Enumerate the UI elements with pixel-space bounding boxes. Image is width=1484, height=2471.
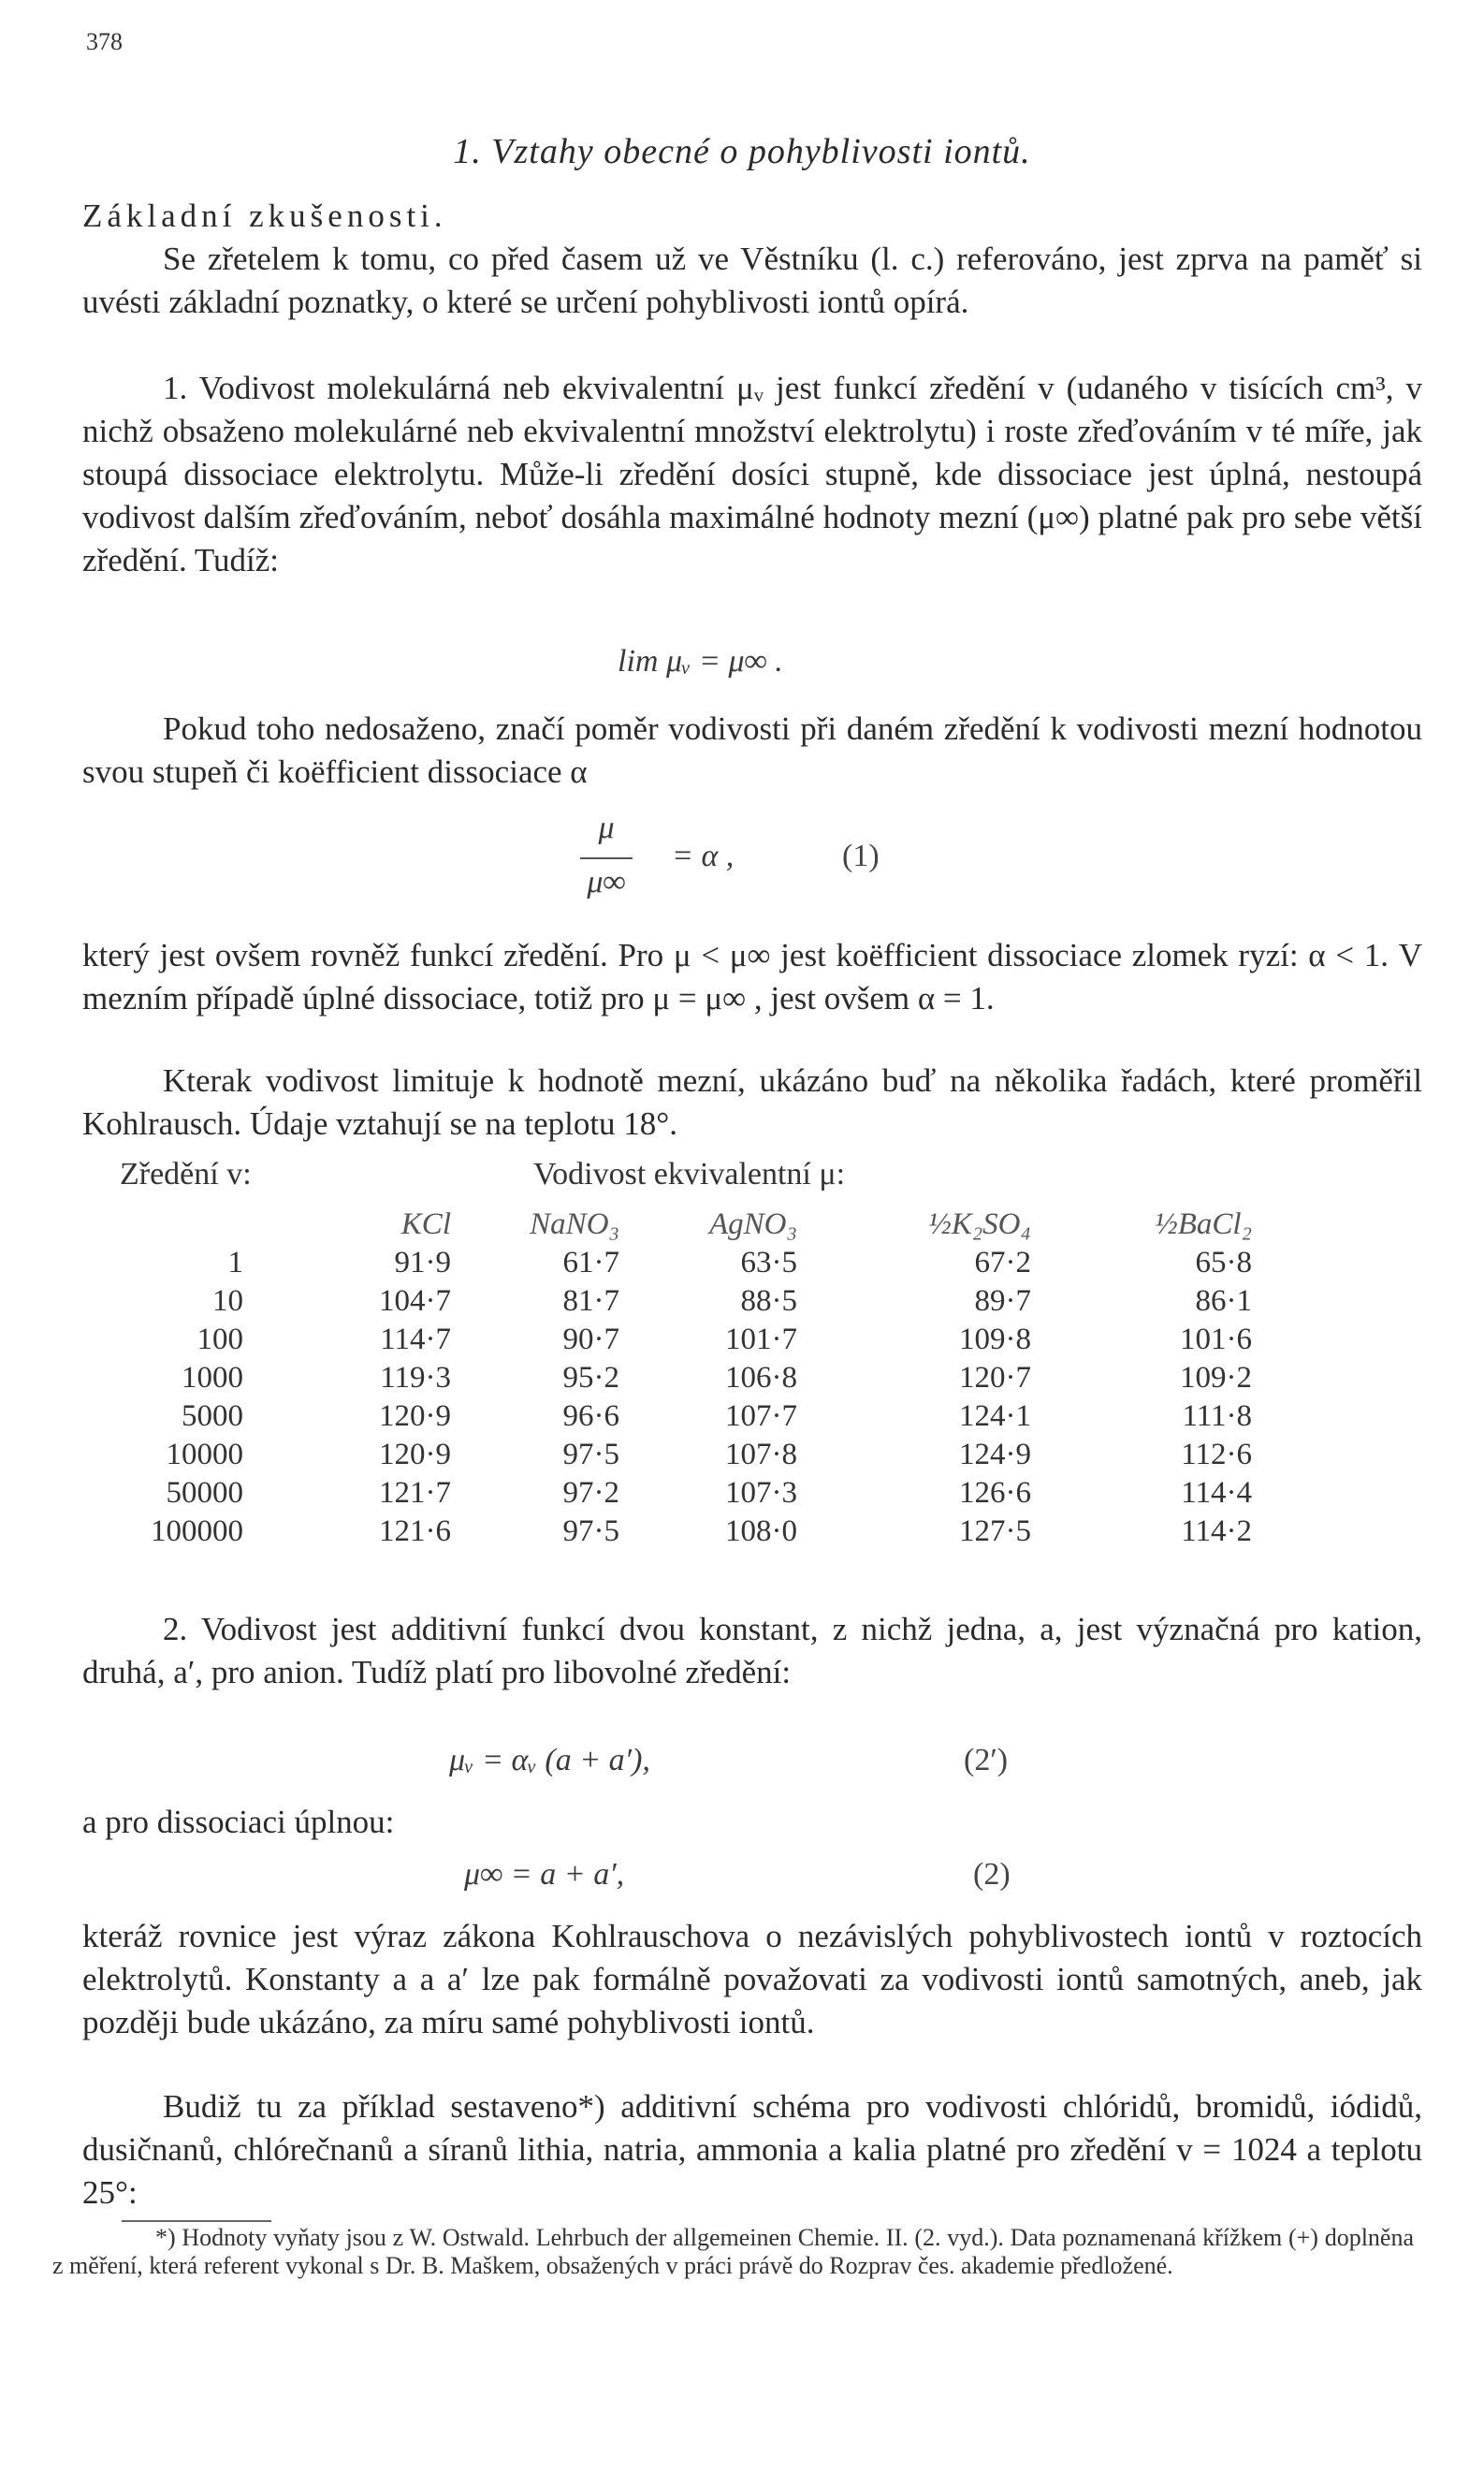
paragraph-conductivity: 1. Vodivost molekulárná neb ekvivalentní μᵥ jest funkcí zředění v (udaného v tisících cm³, v nichž obsaženo molekulárné neb ekvivalentní množství elektrolytu) i roste zřeďováním v té míře, jak stoupá dissociace elektrolytu. Může-li zředění dosíci stupně, kde dissociace jest úplná, nestoupá vodivost dalším zřeďováním, neboť dosáhla maximálné hodnoty mezní (μ∞) platné pak pro sebe větší zředění. Tudíž:	[82, 370, 1422, 578]
equation-2-label: (2)	[973, 1857, 1011, 1892]
conductivity-table	[103, 1206, 1252, 1551]
cell-dilution: 100	[196, 1323, 243, 1356]
table-row	[103, 1321, 1252, 1359]
column-header: NaNO₃	[530, 1207, 619, 1241]
cell-dilution: 10	[212, 1284, 243, 1318]
cell-value: 96·6	[562, 1399, 619, 1433]
table-row	[103, 1359, 1252, 1397]
equation-1-denominator: μ∞	[587, 865, 626, 899]
cell-value: 97·2	[562, 1476, 619, 1510]
cell-value: 106·8	[725, 1361, 797, 1395]
cell-value: 108·0	[725, 1514, 797, 1548]
page-number: 378	[86, 28, 123, 55]
cell-value: 88·5	[740, 1284, 797, 1318]
column-header: KCl	[400, 1207, 451, 1241]
cell-value: 121·7	[379, 1476, 451, 1510]
cell-value: 114·2	[1181, 1514, 1252, 1548]
cell-value: 109·8	[959, 1323, 1031, 1356]
cell-value: 86·1	[1195, 1284, 1252, 1318]
cell-value: 107·3	[725, 1476, 797, 1510]
cell-value: 120·9	[379, 1438, 451, 1471]
cell-value: 101·6	[1180, 1323, 1252, 1356]
cell-value: 91·9	[394, 1246, 451, 1279]
cell-value: 63·5	[740, 1246, 797, 1279]
cell-value: 67·2	[974, 1246, 1031, 1279]
cell-value: 107·8	[725, 1438, 797, 1471]
cell-value: 95·2	[562, 1361, 619, 1395]
cell-value: 124·9	[959, 1438, 1031, 1471]
table-row	[103, 1244, 1252, 1282]
cell-value: 114·7	[380, 1323, 451, 1356]
cell-value: 107·7	[725, 1399, 797, 1433]
cell-value: 121·6	[379, 1514, 451, 1548]
cell-value: 104·7	[379, 1284, 451, 1318]
paragraph-complete-dissociation: a pro dissociaci úplnou:	[82, 1804, 395, 1840]
table-row	[103, 1397, 1252, 1436]
cell-dilution: 5000	[182, 1399, 243, 1433]
equation-1-label: (1)	[842, 839, 880, 873]
footnote-rule	[122, 2220, 271, 2222]
cell-value: 90·7	[562, 1323, 619, 1356]
equation-limit: lim μᵥ = μ∞ .	[618, 644, 783, 679]
cell-dilution: 50000	[166, 1476, 243, 1510]
cell-value: 119·3	[380, 1361, 451, 1395]
fraction-line	[580, 857, 633, 859]
cell-value: 111·8	[1182, 1399, 1252, 1433]
cell-value: 81·7	[562, 1284, 619, 1318]
equation-1-rhs: = α ,	[672, 839, 735, 873]
column-header: ½K₂SO₄	[927, 1207, 1031, 1241]
cell-value: 120·7	[959, 1361, 1031, 1395]
cell-value: 120·9	[379, 1399, 451, 1433]
table-row	[103, 1436, 1252, 1474]
paragraph-dissociation: Pokud toho nedosaženo, značí poměr vodivosti při daném zředění k vodivosti mezní hodnotou svou stupeň či koëfficient dissociace α	[82, 710, 1422, 790]
cell-value: 109·2	[1180, 1361, 1252, 1395]
paragraph-additivity: 2. Vodivost jest additivní funkcí dvou konstant, z nichž jedna, a, jest význačná pro kation, druhá, a′, pro anion. Tudíž platí pro libovolné zředění:	[82, 1611, 1422, 1690]
paragraph-kohlrausch-law: kteráž rovnice jest výraz zákona Kohlrauschova o nezávislých pohyblivostech iontů v roztocích elektrolytů. Konstanty a a a′ lze pak formálně považovati za vodivosti iontů samotných, aneb, jak později bude ukázáno, za míru samé pohyblivosti iontů.	[82, 1918, 1422, 2040]
cell-value: 97·5	[562, 1514, 619, 1548]
cell-value: 65·8	[1195, 1246, 1252, 1279]
cell-value: 97·5	[562, 1438, 619, 1471]
cell-value: 124·1	[959, 1399, 1031, 1433]
paragraph-example: Budiž tu za příklad sestaveno*) additivní schéma pro vodivosti chlóridů, bromidů, iódidů, dusičnanů, chlórečnanů a síranů lithia, natria, ammonia a kalia platné pro zředění v = 1024 a teplotu 25°:	[82, 2088, 1422, 2211]
table-row	[103, 1282, 1252, 1321]
footnote: *) Hodnoty vyňaty jsou z W. Ostwald. Lehrbuch der allgemeinen Chemie. II. (2. vyd.). Data poznamenaná křížkem (+) doplněna z měření, která referent vykonal s Dr. B. Maškem, obsažených v práci právě do Rozprav čes. akademie předložené.	[52, 2224, 1414, 2279]
equation-2-prime-label: (2′)	[964, 1743, 1009, 1777]
column-header: AgNO₃	[709, 1207, 797, 1241]
section-heading: 1. Vztahy obecné o pohyblivosti iontů.	[453, 132, 1031, 171]
table-header-row	[103, 1206, 1252, 1244]
subsection-title: Základní zkušenosti.	[82, 197, 447, 234]
paragraph-kohlrausch: Kterak vodivost limituje k hodnotě mezní, ukázáno buď na několika řadách, které proměřil Kohlrausch. Údaje vztahují se na teplotu 18°.	[82, 1062, 1422, 1142]
equation-2: μ∞ = a + a′,	[464, 1857, 625, 1892]
equation-1-numerator: μ	[598, 811, 615, 845]
cell-dilution: 1000	[182, 1361, 243, 1395]
table-row	[103, 1513, 1252, 1551]
cell-dilution: 100000	[151, 1514, 243, 1548]
cell-value: 89·7	[974, 1284, 1031, 1318]
cell-value: 112·6	[1181, 1438, 1252, 1471]
cell-dilution: 1	[227, 1246, 243, 1279]
cell-dilution: 10000	[166, 1438, 243, 1471]
cell-value: 126·6	[959, 1476, 1031, 1510]
paragraph-fraction: který jest ovšem rovněž funkcí zředění. Pro μ < μ∞ jest koëfficient dissociace zlomek ryzí: α < 1. V mezním případě úplné dissociace, totiž pro μ = μ∞ , jest ovšem α = 1.	[82, 937, 1422, 1016]
table-row	[103, 1474, 1252, 1513]
cell-value: 101·7	[725, 1323, 797, 1356]
table-label-conductivity: Vodivost ekvivalentní μ:	[533, 1157, 846, 1192]
paragraph-intro: Se zřetelem k tomu, co před časem už ve Věstníku (l. c.) referováno, jest zprva na paměť si uvésti základní poznatky, o které se určení pohyblivosti iontů opírá.	[82, 241, 1422, 320]
table-label-dilution: Zředění v:	[120, 1157, 252, 1192]
equation-2-prime: μᵥ = αᵥ (a + a′),	[449, 1743, 650, 1777]
column-header: ½BaCl₂	[1154, 1207, 1252, 1241]
cell-value: 61·7	[562, 1246, 619, 1279]
cell-value: 114·4	[1181, 1476, 1252, 1510]
cell-value: 127·5	[959, 1514, 1031, 1548]
